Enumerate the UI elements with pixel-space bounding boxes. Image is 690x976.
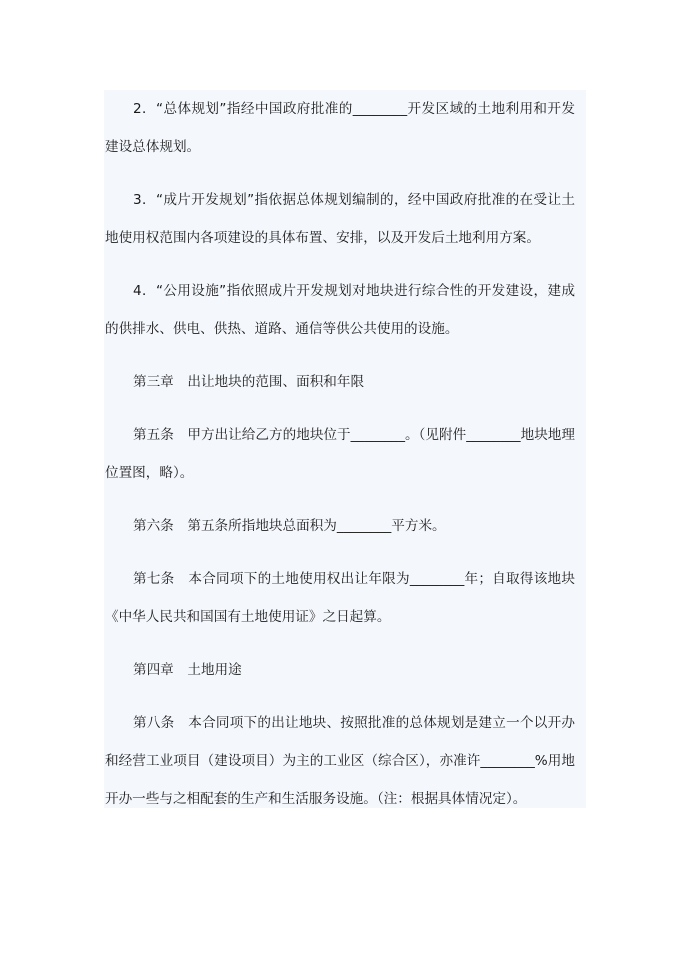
chapter-3-heading: 第三章 出让地块的范围、面积和年限 bbox=[133, 374, 365, 390]
paragraph-article-6: 第六条 第五条所指地块总面积为________平方米。 bbox=[133, 518, 446, 534]
paragraph-definition-3: 3．“成片开发规划”指依据总体规划编制的，经中国政府批准的在受让土地使用权范围内各项建设的具体布置、安排，以及开发后土地利用方案。 bbox=[105, 192, 575, 246]
paragraph-article-8: 第八条 本合同项下的出让地块、按照批准的总体规划是建立一个以开办和经营工业项目（建设项目）为主的工业区（综合区），亦准许________%用地开办一些与之相配套的生产和生活服务设施。（注：根据具体情况定）。 bbox=[105, 715, 575, 807]
paragraph-article-5: 第五条 甲方出让给乙方的地块位于________。（见附件________地块地理位置图，略）。 bbox=[105, 427, 575, 481]
document-body bbox=[105, 90, 575, 818]
paragraph-definition-2: 2．“总体规划”指经中国政府批准的________开发区域的土地利用和开发建设总体规划。 bbox=[105, 101, 575, 155]
paragraph-definition-4: 4．“公用设施”指依照成片开发规划对地块进行综合性的开发建设，建成的供排水、供电、供热、道路、通信等供公共使用的设施。 bbox=[105, 283, 575, 337]
paragraph-article-7: 第七条 本合同项下的土地使用权出让年限为________年；自取得该地块《中华人民共和国国有土地使用证》之日起算。 bbox=[105, 571, 575, 625]
chapter-4-heading: 第四章 土地用途 bbox=[133, 662, 242, 678]
